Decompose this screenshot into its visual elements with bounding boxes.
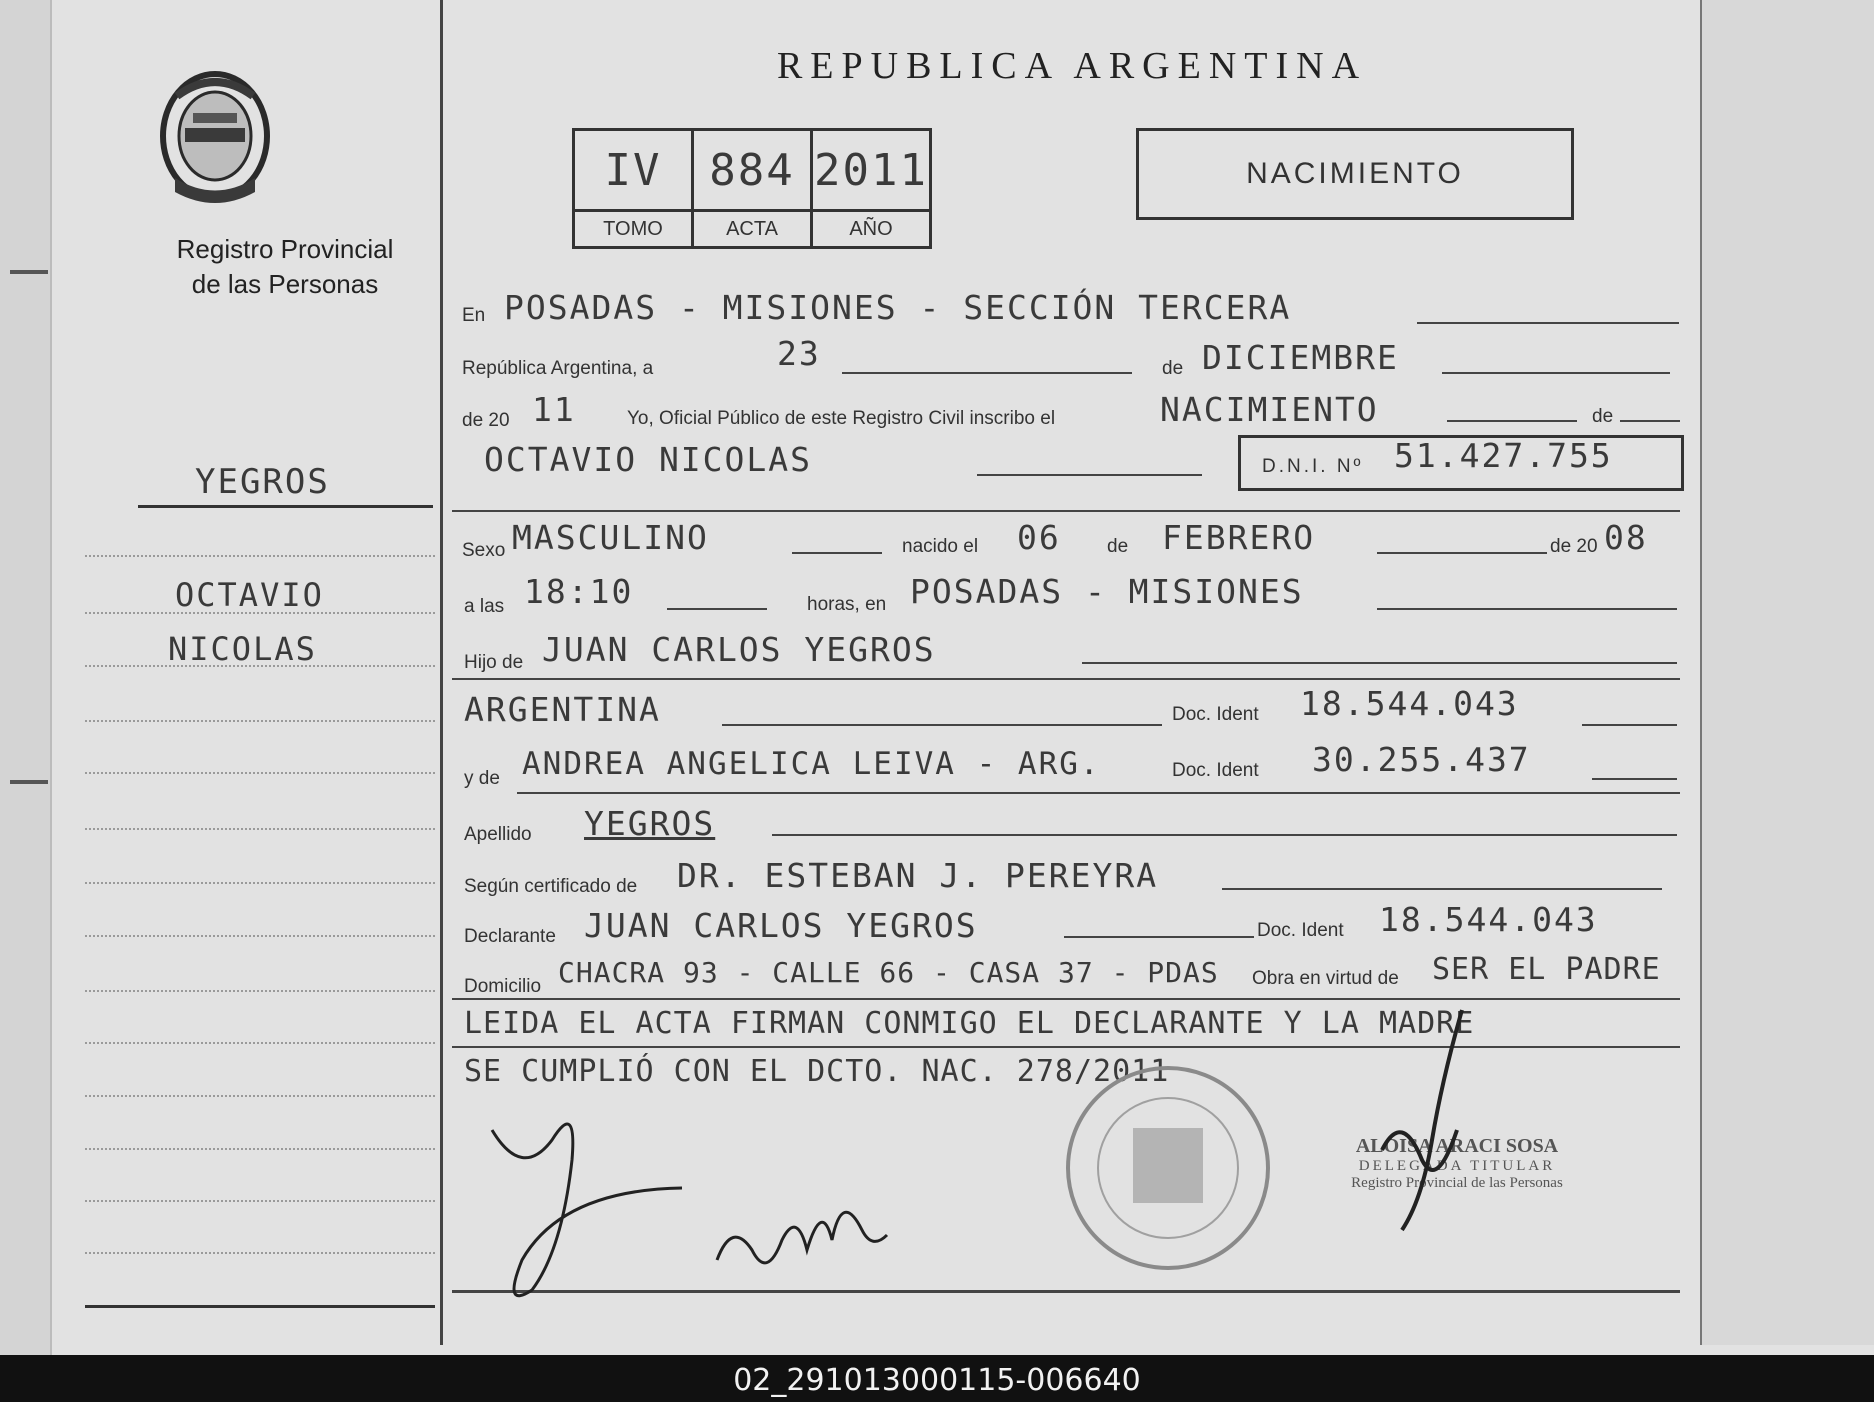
field-line xyxy=(1447,420,1577,422)
field-line xyxy=(792,552,882,554)
domicilio-label: Domicilio xyxy=(464,976,542,997)
birth-certificate xyxy=(442,0,1702,1345)
certificado-label: Según certificado de xyxy=(464,876,638,897)
dni-label: D.N.I. Nº xyxy=(1262,456,1364,477)
stub-rule xyxy=(85,772,435,774)
stub-rule xyxy=(85,1305,435,1308)
field-line xyxy=(452,510,1680,512)
registration-table xyxy=(572,128,932,249)
field-line xyxy=(1417,322,1679,324)
birth-hour-value: 18:10 xyxy=(524,572,634,611)
field-line xyxy=(1064,936,1254,938)
surname-value: YEGROS xyxy=(584,804,716,843)
official-title: DELEGADA TITULAR xyxy=(1358,1158,1556,1174)
field-line xyxy=(842,372,1132,374)
anio-label: AÑO xyxy=(812,211,931,248)
birth-year-value: 08 xyxy=(1604,518,1648,557)
de-20-label: de 20 xyxy=(462,410,510,431)
field-line xyxy=(722,724,1162,726)
stub-second-name: NICOLAS xyxy=(168,630,317,668)
stub-rule xyxy=(85,1252,435,1254)
father-name-value: JUAN CARLOS YEGROS xyxy=(542,630,936,669)
field-line xyxy=(1442,372,1670,374)
birth-day-value: 06 xyxy=(1017,518,1061,557)
scan-footer xyxy=(0,1355,1874,1402)
address-value: CHACRA 93 - CALLE 66 - CASA 37 - PDAS xyxy=(558,956,1219,989)
stub-rule xyxy=(85,665,435,667)
official-stamp xyxy=(1058,1058,1278,1278)
field-line xyxy=(1377,608,1677,610)
hijo-label: Hijo de xyxy=(464,652,524,673)
field-line xyxy=(1222,888,1662,890)
acta-value: 884 xyxy=(693,130,812,211)
child-name-value: OCTAVIO NICOLAS xyxy=(484,440,813,479)
place-value: POSADAS - MISIONES - SECCIÓN TERCERA xyxy=(504,288,1292,327)
doc-ident-label: Doc. Ident xyxy=(1172,760,1259,781)
field-line xyxy=(452,998,1680,1000)
field-line xyxy=(772,834,1677,836)
stub-rule xyxy=(85,1200,435,1202)
document-code: 02_291013000115-006640 xyxy=(733,1363,1141,1398)
stub-rule xyxy=(85,990,435,992)
binding-edge xyxy=(0,0,52,1355)
field-line xyxy=(1620,420,1680,422)
declarant-name-value: JUAN CARLOS YEGROS xyxy=(584,906,978,945)
de-label: de xyxy=(1592,406,1614,427)
mother-name-value: ANDREA ANGELICA LEIVA - ARG. xyxy=(522,746,1101,782)
field-line xyxy=(1582,724,1677,726)
de-20-label: de 20 xyxy=(1550,536,1598,557)
declarante-label: Declarante xyxy=(464,926,556,947)
oficial-text: Yo, Oficial Público de este Registro Civil inscribo el xyxy=(627,408,1056,429)
doc-ident-label: Doc. Ident xyxy=(1172,704,1259,725)
field-line xyxy=(1377,552,1547,554)
nacido-label: nacido el xyxy=(902,536,979,557)
page-margin xyxy=(1700,0,1874,1345)
field-line xyxy=(452,1046,1680,1048)
declarant-signature xyxy=(482,1080,702,1310)
stub-rule xyxy=(85,828,435,830)
stub-rule xyxy=(85,1148,435,1150)
country-heading: REPUBLICA ARGENTINA xyxy=(776,45,1368,87)
tomo-label: TOMO xyxy=(574,211,693,248)
stub-rule xyxy=(85,720,435,722)
month-value: DICIEMBRE xyxy=(1202,338,1399,377)
birth-month-value: FEBRERO xyxy=(1162,518,1316,557)
anio-value: 2011 xyxy=(812,130,931,211)
birth-place-value: POSADAS - MISIONES xyxy=(910,572,1304,611)
obra-value-3: SE CUMPLIÓ CON EL DCTO. NAC. 278/2011 xyxy=(464,1054,1170,1089)
doc-ident-label: Doc. Ident xyxy=(1257,920,1344,941)
binding-mark xyxy=(10,780,48,784)
stub-rule xyxy=(85,612,435,614)
de-label: de xyxy=(1162,358,1184,379)
field-line xyxy=(1592,778,1677,780)
de-label: de xyxy=(1107,536,1129,557)
mother-signature xyxy=(712,1180,892,1300)
obra-label: Obra en virtud de xyxy=(1252,968,1399,989)
stub-rule xyxy=(85,555,435,557)
horas-label: horas, en xyxy=(807,594,887,615)
declarant-doc-value: 18.544.043 xyxy=(1379,900,1598,939)
official-office: Registro Provincial de las Personas xyxy=(1351,1175,1563,1191)
field-line xyxy=(667,608,767,610)
obra-value-1: SER EL PADRE xyxy=(1432,952,1661,987)
stub-rule xyxy=(85,935,435,937)
sexo-label: Sexo xyxy=(462,540,506,561)
tomo-value: IV xyxy=(574,130,693,211)
registry-title xyxy=(90,232,480,302)
record-type-box: NACIMIENTO xyxy=(1136,128,1574,220)
obra-value-2: LEIDA EL ACTA FIRMAN CONMIGO EL DECLARANTE Y LA MADRE xyxy=(464,1006,1475,1041)
republica-label: República Argentina, a xyxy=(462,358,654,379)
stub-rule xyxy=(85,882,435,884)
father-doc-value: 18.544.043 xyxy=(1300,684,1519,723)
sex-value: MASCULINO xyxy=(512,518,709,557)
province-seal-icon xyxy=(155,68,275,208)
y-de-label: y de xyxy=(464,768,500,789)
stub-rule xyxy=(138,505,433,508)
field-line xyxy=(1082,662,1677,664)
a-las-label: a las xyxy=(464,596,505,617)
registry-title-line2: de las Personas xyxy=(191,269,379,299)
stub-rule xyxy=(85,1095,435,1097)
registry-title-line1: Registro Provincial xyxy=(176,234,394,264)
dni-value: 51.427.755 xyxy=(1394,436,1613,475)
mother-doc-value: 30.255.437 xyxy=(1312,740,1531,779)
apellido-label: Apellido xyxy=(464,824,532,845)
en-label: En xyxy=(462,305,486,326)
official-signature xyxy=(1362,1000,1482,1240)
official-name: ALOISA ARACI SOSA xyxy=(1355,1135,1559,1157)
field-line xyxy=(452,678,1680,680)
day-value: 23 xyxy=(777,334,821,373)
stub-first-name: OCTAVIO xyxy=(175,576,324,614)
field-line xyxy=(977,474,1202,476)
father-nationality-value: ARGENTINA xyxy=(464,690,661,729)
certificate-doctor-value: DR. ESTEBAN J. PEREYRA xyxy=(677,856,1159,895)
stub-rule xyxy=(85,1042,435,1044)
year-value: 11 xyxy=(532,390,576,429)
binding-mark xyxy=(10,270,48,274)
field-line xyxy=(517,792,1680,794)
stub-surname: YEGROS xyxy=(195,462,330,502)
acta-label: ACTA xyxy=(693,211,812,248)
inscription-type-value: NACIMIENTO xyxy=(1160,390,1379,429)
